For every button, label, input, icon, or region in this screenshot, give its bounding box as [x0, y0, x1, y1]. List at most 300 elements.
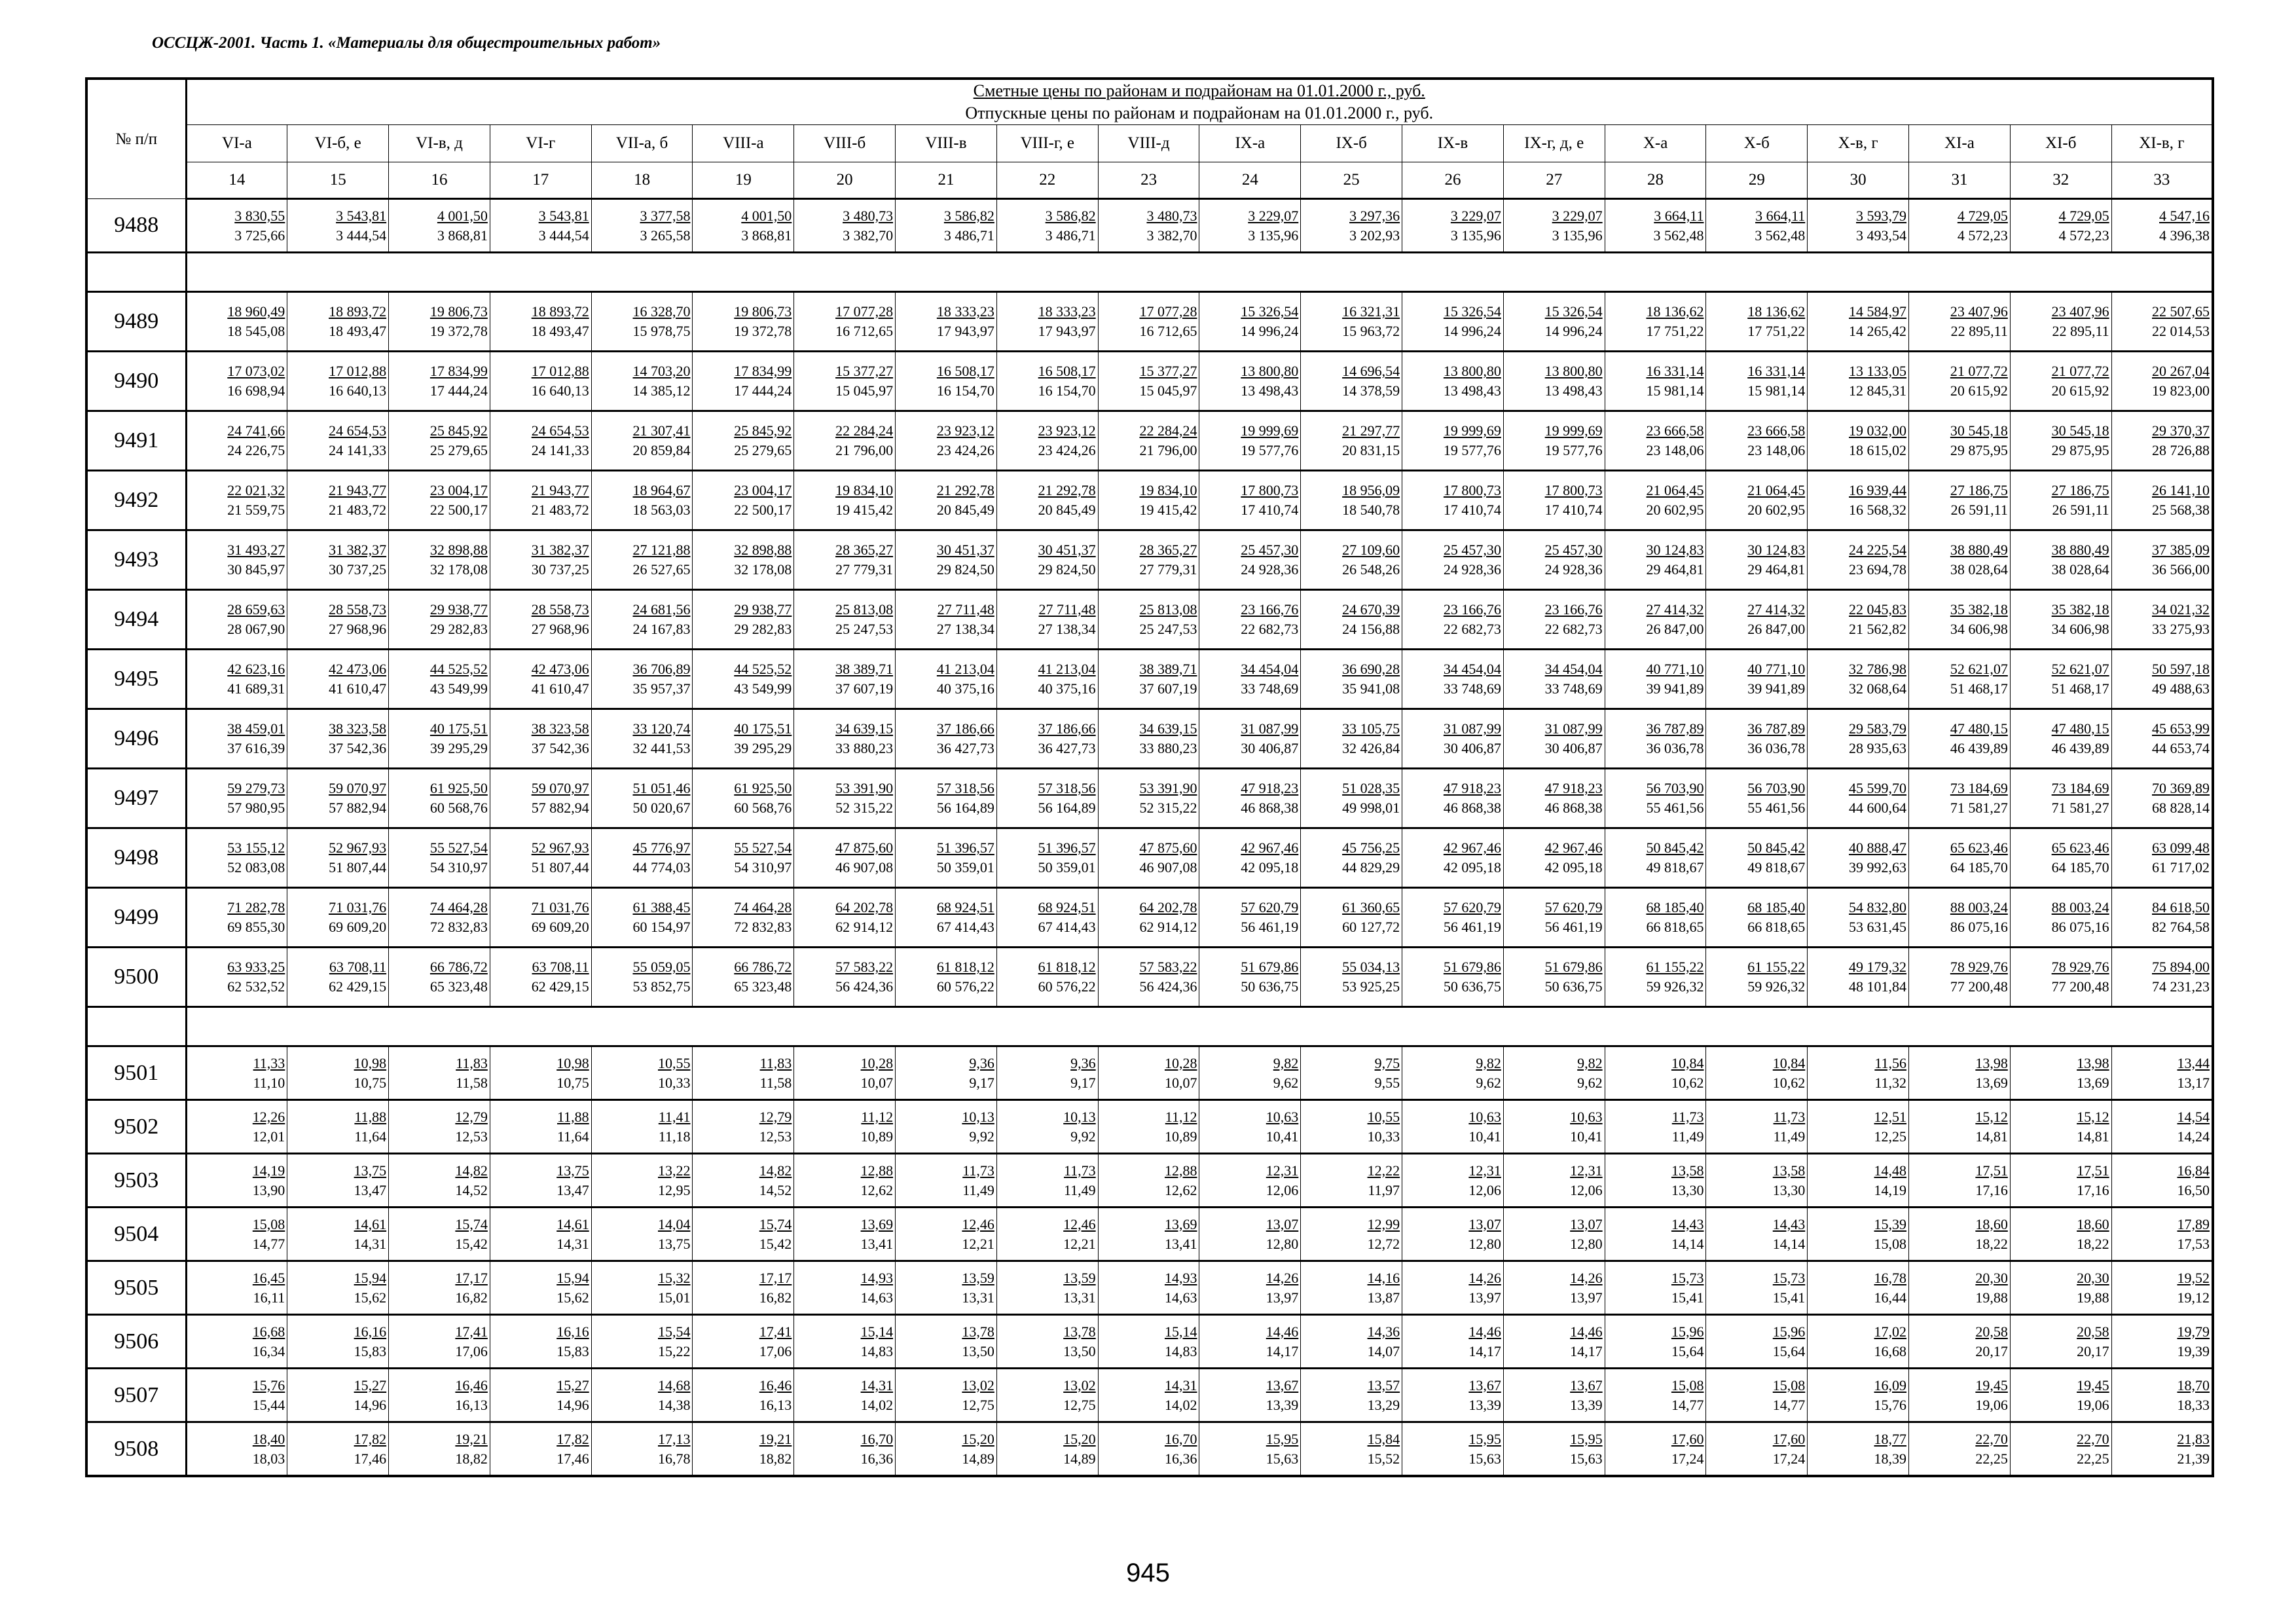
selling-price: 62 429,15	[329, 978, 387, 995]
price-cell	[186, 1208, 287, 1261]
price-cell	[287, 411, 389, 471]
price-cell	[1199, 1315, 1301, 1369]
selling-price: 36 036,78	[1747, 740, 1806, 756]
estimated-price: 40 175,51	[429, 720, 488, 737]
estimated-price: 31 382,37	[329, 542, 387, 558]
price-cell	[1098, 1154, 1199, 1208]
estimated-price: 25 813,08	[835, 601, 894, 618]
price-cell	[490, 1261, 591, 1315]
estimated-price: 16,16	[354, 1323, 387, 1340]
column-number: 20	[794, 162, 896, 199]
region-header: VIII-в	[896, 125, 997, 162]
selling-price: 13,97	[1468, 1289, 1501, 1306]
estimated-price: 17 012,88	[531, 363, 589, 379]
selling-price: 10,07	[1164, 1074, 1197, 1091]
price-cell	[2010, 1100, 2111, 1154]
price-cell	[1808, 1261, 1909, 1315]
estimated-price: 9,82	[1273, 1054, 1299, 1071]
estimated-price: 18 136,62	[1747, 303, 1806, 320]
selling-price: 26 847,00	[1747, 621, 1806, 637]
estimated-price: 40 888,47	[1849, 840, 1907, 856]
selling-price: 17 751,22	[1646, 323, 1704, 339]
price-cell	[693, 948, 794, 1007]
table-row	[86, 1315, 2213, 1369]
row-number: 9502	[86, 1100, 186, 1154]
estimated-price: 25 845,92	[734, 422, 792, 439]
estimated-price: 14,93	[1164, 1269, 1197, 1286]
price-cell	[2111, 888, 2213, 948]
estimated-price: 18,70	[2177, 1376, 2210, 1393]
estimated-price: 20,30	[2077, 1269, 2109, 1286]
selling-price: 26 548,26	[1342, 561, 1400, 578]
estimated-price: 73 184,69	[2051, 780, 2109, 796]
price-cell	[2111, 1261, 2213, 1315]
selling-price: 20 859,84	[632, 442, 691, 458]
selling-price: 16,11	[253, 1289, 285, 1306]
price-cell	[1199, 709, 1301, 769]
selling-price: 26 527,65	[632, 561, 691, 578]
row-number: 9500	[86, 948, 186, 1007]
price-cell	[1909, 1369, 2011, 1422]
estimated-price: 15 326,54	[1544, 303, 1603, 320]
price-cell	[1199, 888, 1301, 948]
price-cell	[2111, 769, 2213, 828]
estimated-price: 12,51	[1874, 1108, 1907, 1125]
estimated-price: 14,68	[657, 1376, 691, 1393]
estimated-price: 17 800,73	[1544, 482, 1603, 498]
price-cell	[1808, 411, 1909, 471]
estimated-price: 16 328,70	[632, 303, 691, 320]
price-cell	[693, 1422, 794, 1477]
estimated-price: 61 818,12	[936, 959, 994, 975]
estimated-price: 9,75	[1374, 1054, 1400, 1071]
row-number: 9497	[86, 769, 186, 828]
selling-price: 54 310,97	[429, 859, 488, 876]
price-cell	[1199, 1100, 1301, 1154]
selling-price: 29 875,95	[2051, 442, 2109, 458]
estimated-price: 61 155,22	[1646, 959, 1704, 975]
estimated-price: 11,88	[354, 1108, 387, 1125]
estimated-price: 15,20	[1063, 1430, 1096, 1447]
price-cell	[186, 1046, 287, 1100]
selling-price: 12,53	[455, 1128, 488, 1145]
table-row	[86, 292, 2213, 352]
estimated-price: 10,63	[1266, 1108, 1299, 1125]
estimated-price: 38 323,58	[329, 720, 387, 737]
table-row	[86, 709, 2213, 769]
estimated-price: 19,45	[2077, 1376, 2109, 1393]
selling-price: 17,24	[1772, 1450, 1806, 1467]
region-header: VI-а	[186, 125, 287, 162]
estimated-price: 13 800,80	[1241, 363, 1299, 379]
selling-price: 27 968,96	[329, 621, 387, 637]
estimated-price: 17,17	[455, 1269, 488, 1286]
selling-price: 14,17	[1570, 1342, 1603, 1359]
estimated-price: 17,51	[1975, 1162, 2008, 1179]
selling-price: 10,33	[1367, 1128, 1400, 1145]
selling-price: 15,62	[354, 1289, 387, 1306]
price-cell	[1402, 1315, 1504, 1369]
price-cell	[1605, 471, 1706, 530]
price-cell	[1706, 590, 1808, 650]
estimated-price: 23 923,12	[936, 422, 994, 439]
estimated-price: 51 051,46	[632, 780, 691, 796]
price-cell	[693, 352, 794, 411]
selling-price: 13,50	[962, 1342, 994, 1359]
selling-price: 15,22	[657, 1342, 691, 1359]
selling-price: 12,21	[1063, 1235, 1096, 1252]
selling-price: 14,89	[1063, 1450, 1096, 1467]
estimated-price: 59 279,73	[227, 780, 285, 796]
selling-price: 32 068,64	[1849, 680, 1907, 697]
estimated-price: 15,14	[860, 1323, 894, 1340]
estimated-price: 40 771,10	[1747, 661, 1806, 677]
estimated-price: 16 939,44	[1849, 482, 1907, 498]
price-cell	[1301, 1154, 1402, 1208]
selling-price: 66 818,65	[1747, 919, 1806, 935]
estimated-price: 38 389,71	[835, 661, 894, 677]
price-cell	[1098, 1422, 1199, 1477]
estimated-price: 55 527,54	[734, 840, 792, 856]
estimated-price: 14,26	[1468, 1269, 1501, 1286]
estimated-price: 17 012,88	[329, 363, 387, 379]
price-cell	[1503, 948, 1605, 1007]
price-cell	[896, 948, 997, 1007]
column-number: 28	[1605, 162, 1706, 199]
price-cell	[1098, 471, 1199, 530]
estimated-price: 10,63	[1570, 1108, 1603, 1125]
price-cell	[287, 650, 389, 709]
estimated-price: 22 021,32	[227, 482, 285, 498]
price-cell	[490, 650, 591, 709]
selling-price: 12,06	[1266, 1181, 1299, 1198]
estimated-price: 35 382,18	[2051, 601, 2109, 618]
estimated-price: 10,98	[556, 1054, 589, 1071]
price-cell	[1402, 1208, 1504, 1261]
selling-price: 11,58	[456, 1074, 488, 1091]
price-cell	[1706, 1208, 1808, 1261]
selling-price: 16,44	[1874, 1289, 1907, 1306]
price-cell	[1098, 828, 1199, 888]
selling-price: 4 572,23	[2058, 227, 2109, 244]
price-cell	[1402, 411, 1504, 471]
price-cell	[490, 1208, 591, 1261]
selling-price: 59 926,32	[1747, 978, 1806, 995]
selling-price: 13,30	[1772, 1181, 1806, 1198]
selling-price: 15,63	[1468, 1450, 1501, 1467]
estimated-price: 49 179,32	[1849, 959, 1907, 975]
estimated-price: 15 377,27	[835, 363, 894, 379]
estimated-price: 10,13	[1063, 1108, 1096, 1125]
selling-price: 11,49	[1773, 1128, 1806, 1145]
price-cell	[1199, 650, 1301, 709]
region-header: VIII-д	[1098, 125, 1199, 162]
table-row	[86, 1422, 2213, 1477]
selling-price: 27 968,96	[531, 621, 589, 637]
selling-price: 11,49	[1671, 1128, 1704, 1145]
selling-price: 14,19	[1874, 1181, 1907, 1198]
price-cell	[1909, 530, 2011, 590]
selling-price: 56 461,19	[1241, 919, 1299, 935]
estimated-price: 44 525,52	[429, 661, 488, 677]
selling-price: 65 323,48	[429, 978, 488, 995]
selling-price: 46 868,38	[1241, 800, 1299, 816]
price-cell	[2111, 709, 2213, 769]
estimated-price: 12,22	[1367, 1162, 1400, 1179]
price-cell	[1706, 411, 1808, 471]
estimated-price: 15,08	[1772, 1376, 1806, 1393]
estimated-price: 16 508,17	[936, 363, 994, 379]
column-number: 18	[591, 162, 693, 199]
price-cell	[896, 471, 997, 530]
estimated-price: 27 711,48	[937, 601, 994, 618]
estimated-price: 21 292,78	[1038, 482, 1096, 498]
selling-price: 3 135,96	[1552, 227, 1603, 244]
price-cell	[794, 471, 896, 530]
price-cell	[1503, 769, 1605, 828]
selling-price: 16,82	[759, 1289, 792, 1306]
price-cell	[896, 1046, 997, 1100]
estimated-price: 29 370,37	[2152, 422, 2210, 439]
estimated-price: 38 880,49	[2051, 542, 2109, 558]
price-cell	[2111, 1100, 2213, 1154]
estimated-price: 33 105,75	[1342, 720, 1400, 737]
selling-price: 14 378,59	[1342, 382, 1400, 399]
price-cell	[2010, 199, 2111, 253]
column-number: 22	[996, 162, 1098, 199]
price-cell	[1503, 888, 1605, 948]
estimated-price: 25 845,92	[429, 422, 488, 439]
price-cell	[1098, 199, 1199, 253]
selling-price: 15 978,75	[632, 323, 691, 339]
price-cell	[1808, 352, 1909, 411]
region-header: VI-б, е	[287, 125, 389, 162]
price-cell	[1199, 530, 1301, 590]
selling-price: 68 828,14	[2152, 800, 2210, 816]
price-cell	[2111, 292, 2213, 352]
price-cell	[1808, 650, 1909, 709]
price-cell	[794, 292, 896, 352]
price-cell	[1199, 292, 1301, 352]
price-cell	[2111, 1208, 2213, 1261]
selling-price: 42 095,18	[1241, 859, 1299, 876]
estimated-price: 21 077,72	[2051, 363, 2109, 379]
price-cell	[996, 828, 1098, 888]
price-cell	[591, 352, 693, 411]
selling-price: 14,83	[860, 1342, 894, 1359]
price-cell	[1199, 1154, 1301, 1208]
price-cell	[490, 948, 591, 1007]
price-cell	[2010, 590, 2111, 650]
selling-price: 16,50	[2177, 1181, 2210, 1198]
price-cell	[996, 590, 1098, 650]
estimated-price: 12,79	[455, 1108, 488, 1125]
selling-price: 24 928,36	[1544, 561, 1603, 578]
selling-price: 17 410,74	[1241, 502, 1299, 518]
selling-price: 14,17	[1468, 1342, 1501, 1359]
selling-price: 10,62	[1671, 1074, 1704, 1091]
price-cell	[1706, 888, 1808, 948]
selling-price: 13,17	[2177, 1074, 2210, 1091]
price-cell	[996, 650, 1098, 709]
price-cell	[287, 828, 389, 888]
selling-price: 25 247,53	[1139, 621, 1197, 637]
estimated-price: 19 834,10	[1139, 482, 1197, 498]
row-number: 9508	[86, 1422, 186, 1477]
selling-price: 13,47	[556, 1181, 589, 1198]
estimated-price: 12,88	[1164, 1162, 1197, 1179]
price-cell	[996, 292, 1098, 352]
price-cell	[389, 1154, 490, 1208]
table-row	[86, 888, 2213, 948]
estimated-price: 55 034,13	[1342, 959, 1400, 975]
estimated-price: 34 639,15	[1139, 720, 1197, 737]
price-cell	[996, 199, 1098, 253]
price-cell	[186, 1100, 287, 1154]
estimated-price: 47 875,60	[835, 840, 894, 856]
estimated-price: 30 451,37	[1038, 542, 1096, 558]
selling-price: 24 141,33	[531, 442, 589, 458]
selling-price: 3 493,54	[1856, 227, 1907, 244]
estimated-price: 31 087,99	[1544, 720, 1603, 737]
price-cell	[896, 1422, 997, 1477]
estimated-price: 57 620,79	[1443, 899, 1501, 915]
estimated-price: 27 109,60	[1342, 542, 1400, 558]
selling-price: 10,07	[860, 1074, 894, 1091]
selling-price: 13,69	[2077, 1074, 2109, 1091]
price-cell	[1402, 1422, 1504, 1477]
region-header: VIII-г, е	[996, 125, 1098, 162]
selling-price: 22,25	[1975, 1450, 2008, 1467]
selling-price: 56 461,19	[1544, 919, 1603, 935]
price-cell	[186, 1315, 287, 1369]
estimated-price: 65 623,46	[2051, 840, 2109, 856]
estimated-price: 12,88	[860, 1162, 894, 1179]
price-cell	[794, 1100, 896, 1154]
price-cell	[794, 828, 896, 888]
price-cell	[389, 1369, 490, 1422]
price-cell	[1808, 709, 1909, 769]
price-cell	[1301, 352, 1402, 411]
selling-price: 62 532,52	[227, 978, 285, 995]
price-cell	[1199, 590, 1301, 650]
selling-price: 12,53	[759, 1128, 792, 1145]
price-cell	[1909, 199, 2011, 253]
selling-price: 40 375,16	[1038, 680, 1096, 697]
estimated-price: 40 771,10	[1646, 661, 1704, 677]
price-cell	[1199, 948, 1301, 1007]
price-cell	[287, 1208, 389, 1261]
selling-price: 3 444,54	[336, 227, 387, 244]
selling-price: 30 406,87	[1544, 740, 1603, 756]
estimated-price: 22 284,24	[1139, 422, 1197, 439]
estimated-price: 25 457,30	[1443, 542, 1501, 558]
selling-price: 3 265,58	[640, 227, 691, 244]
estimated-price: 27 121,88	[632, 542, 691, 558]
selling-price: 51 468,17	[2051, 680, 2109, 697]
price-cell	[1098, 352, 1199, 411]
estimated-price: 15,73	[1772, 1269, 1806, 1286]
price-cell	[287, 199, 389, 253]
estimated-price: 19,21	[759, 1430, 792, 1447]
price-cell	[186, 590, 287, 650]
selling-price: 53 852,75	[632, 978, 691, 995]
price-cell	[1808, 828, 1909, 888]
estimated-price: 17,17	[759, 1269, 792, 1286]
estimated-price: 10,84	[1772, 1054, 1806, 1071]
estimated-price: 15,95	[1570, 1430, 1603, 1447]
region-header: VI-в, д	[389, 125, 490, 162]
estimated-price: 57 620,79	[1241, 899, 1299, 915]
estimated-price: 3 543,81	[538, 207, 589, 224]
price-cell	[693, 1208, 794, 1261]
selling-price: 22,25	[2077, 1450, 2109, 1467]
estimated-price: 20,30	[1975, 1269, 2008, 1286]
price-cell	[896, 888, 997, 948]
selling-price: 41 610,47	[329, 680, 387, 697]
selling-price: 51 807,44	[531, 859, 589, 876]
estimated-price: 3 229,07	[1552, 207, 1603, 224]
price-cell	[1301, 1208, 1402, 1261]
selling-price: 17,46	[556, 1450, 589, 1467]
selling-price: 18,22	[1975, 1235, 2008, 1252]
selling-price: 62 914,12	[835, 919, 894, 935]
price-cell	[287, 1100, 389, 1154]
estimated-price: 55 527,54	[429, 840, 488, 856]
estimated-price: 21 297,77	[1342, 422, 1400, 439]
price-cell	[1605, 352, 1706, 411]
price-cell	[1402, 292, 1504, 352]
price-cell	[1503, 1046, 1605, 1100]
estimated-price: 3 480,73	[843, 207, 894, 224]
estimated-price: 84 618,50	[2152, 899, 2210, 915]
price-cell	[693, 1261, 794, 1315]
selling-price: 50 359,01	[1038, 859, 1096, 876]
estimated-price: 12,26	[252, 1108, 285, 1125]
selling-price: 21 559,75	[227, 502, 285, 518]
price-cell	[2010, 1261, 2111, 1315]
selling-price: 34 606,98	[2051, 621, 2109, 637]
price-cell	[1199, 199, 1301, 253]
price-cell	[1098, 888, 1199, 948]
selling-price: 20 602,95	[1646, 502, 1704, 518]
estimated-price: 25 457,30	[1241, 542, 1299, 558]
selling-price: 15,64	[1772, 1342, 1806, 1359]
table-row	[86, 1369, 2213, 1422]
estimated-price: 13,78	[1063, 1323, 1096, 1340]
estimated-price: 66 786,72	[734, 959, 792, 975]
estimated-price: 45 756,25	[1342, 840, 1400, 856]
price-cell	[1605, 590, 1706, 650]
selling-price: 14 385,12	[632, 382, 691, 399]
price-cell	[1402, 352, 1504, 411]
selling-price: 24 156,88	[1342, 621, 1400, 637]
estimated-price: 53 391,90	[835, 780, 894, 796]
selling-price: 23 424,26	[1038, 442, 1096, 458]
price-cell	[2010, 1315, 2111, 1369]
estimated-price: 31 382,37	[531, 542, 589, 558]
estimated-price: 18 964,67	[632, 482, 691, 498]
estimated-price: 17 077,28	[1139, 303, 1197, 320]
estimated-price: 21 064,45	[1747, 482, 1806, 498]
price-cell	[1706, 530, 1808, 590]
price-cell	[2111, 471, 2213, 530]
estimated-price: 78 929,76	[1950, 959, 2008, 975]
selling-price: 49 818,67	[1747, 859, 1806, 876]
selling-price: 9,92	[1070, 1128, 1096, 1145]
estimated-price: 15,39	[1874, 1215, 1907, 1232]
selling-price: 16 640,13	[531, 382, 589, 399]
